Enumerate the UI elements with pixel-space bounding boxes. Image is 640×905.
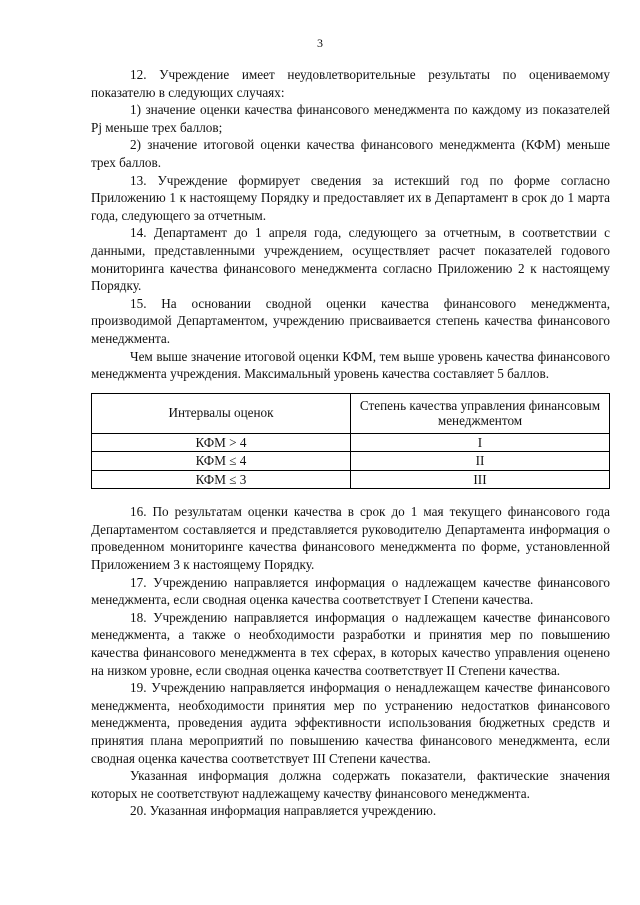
page-number: 3 (317, 36, 323, 50)
paragraph-15-note: Чем выше значение итоговой оценки КФМ, тем выше уровень качества финансового менеджмента учреждения. Максимальный уровень качества составляет 5 баллов. (91, 348, 610, 382)
paragraph-20: 20. Указанная информация направляется учреждению. (130, 803, 437, 819)
paragraph-15: 15. На основании сводной оценки качества финансового менеджмента, производимой Департаментом, учреждению присваивается степень качества финансового менеджмента. (91, 295, 610, 346)
paragraph-12: 12. Учреждение имеет неудовлетворительные результаты по оцениваемому показателю в следующих случаях: (91, 67, 610, 100)
header-quality-degree: Степень качества управления финансовым менеджментом (351, 393, 610, 433)
paragraph-12-item-1: 1) значение оценки качества финансового менеджмента по каждому из показателей Pj меньше трех баллов; (91, 102, 610, 135)
interval-cell: КФМ > 4 (92, 433, 351, 452)
paragraph-18: 18. Учреждению направляется информация о надлежащем качестве финансового менеджмента, а также о необходимости разработки и принятия мер по повышению качества финансового менеджмента в тех сферах, в которых качество управления оценено на низком уровне, если сводная оценка качества соответствует II Степени качества. (91, 609, 610, 678)
table-row (92, 470, 610, 489)
paragraph-19: 19. Учреждению направляется информация о ненадлежащем качестве финансового менеджмента, необходимости принятия мер по устранению недостатков финансового менеджмента, проведения аудита эффективности использования бюджетных средств и принятия плана мероприятий по повышению качества финансового менеджмента, если сводная оценка качества соответствует III Степени качества. (91, 680, 610, 766)
paragraph-12-item-2: 2) значение итоговой оценки качества финансового менеджмента (КФМ) меньше трех баллов. (91, 137, 610, 170)
degree-cell: II (351, 452, 610, 471)
table-header-row (92, 393, 610, 433)
paragraph-17: 17. Учреждению направляется информация о надлежащем качестве финансового менеджмента, если сводная оценка качества соответствует I Степени качества. (91, 574, 610, 608)
document-body (91, 66, 610, 820)
degree-cell: I (351, 433, 610, 452)
paragraph-13: 13. Учреждение формирует сведения за истекший год по форме согласно Приложению 1 к настоящему Порядку и предоставляет их в Департамент в срок до 1 марта года, следующего за отчетным. (91, 172, 610, 223)
degree-cell: III (351, 470, 610, 489)
interval-cell: КФМ ≤ 3 (92, 470, 351, 489)
paragraph-16: 16. По результатам оценки качества в срок до 1 мая текущего финансового года Департаментом составляется и представляется руководителю Департамента информация о проведенном мониторинге качества финансового менеджмента по форме, установленной Приложением 3 к настоящему Порядку. (91, 504, 610, 572)
paragraph-14: 14. Департамент до 1 апреля года, следующего за отчетным, в соответствии с данными, представленными учреждением, осуществляет расчет показателей годового мониторинга качества финансового менеджмента согласно Приложению 2 к настоящему Порядку. (91, 225, 610, 294)
quality-intervals-table (91, 393, 610, 490)
table-row (92, 433, 610, 452)
table-row (92, 452, 610, 471)
header-intervals: Интервалы оценок (92, 393, 351, 433)
paragraph-19-note: Указанная информация должна содержать показатели, фактические значения которых не соответствуют надлежащему качеству финансового менеджмента. (91, 768, 610, 801)
interval-cell: КФМ ≤ 4 (92, 452, 351, 471)
